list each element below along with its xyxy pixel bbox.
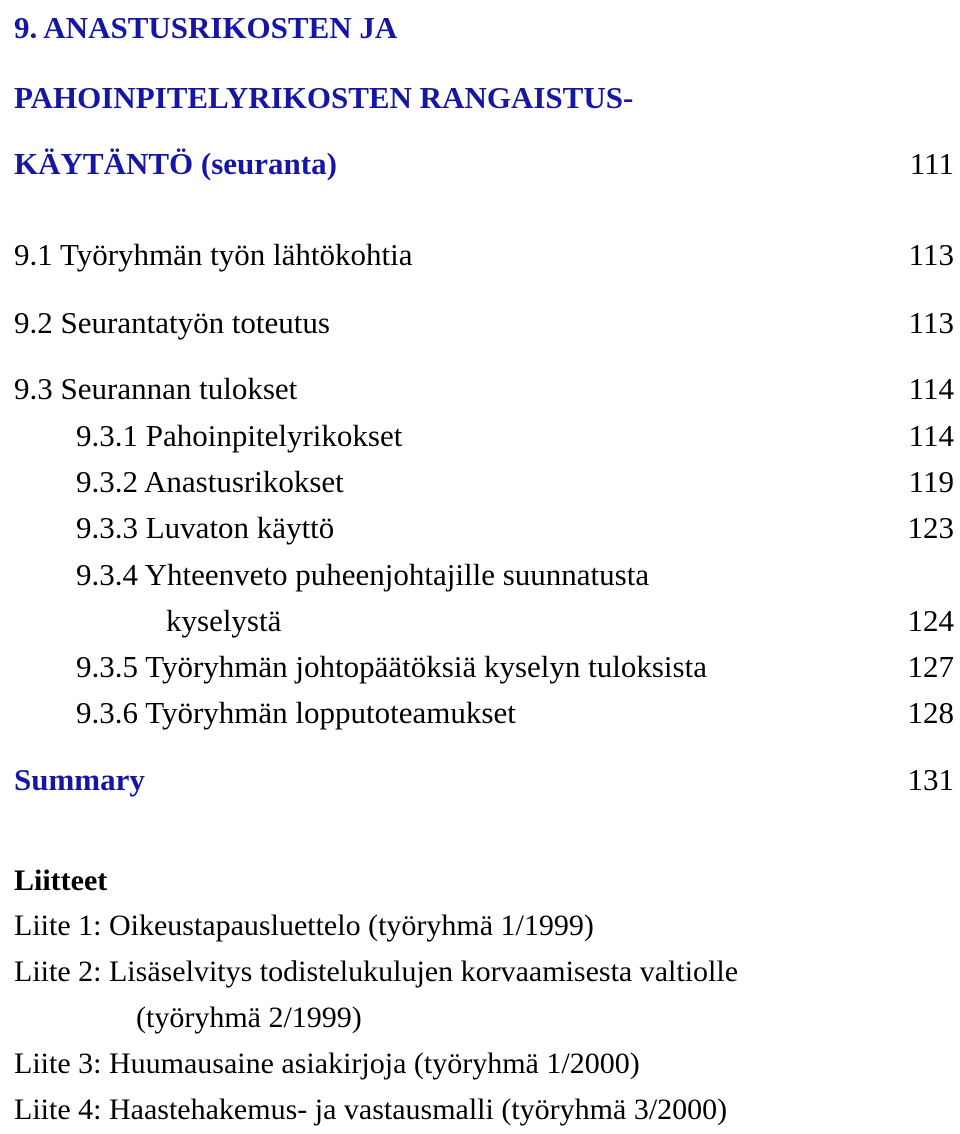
toc-entry-page: 128 (907, 695, 954, 730)
toc-entry-page: 123 (907, 510, 954, 545)
chapter-title-line-1: 9. ANASTUSRIKOSTEN JA (14, 10, 398, 45)
appendix-item[interactable]: Liite 4: Haastehakemus- ja vastausmalli (työryhmä 3/2000) (14, 1093, 728, 1126)
toc-entry-page: 119 (908, 464, 954, 499)
toc-entry-label: 9.3.6 Työryhmän lopputoteamukset (76, 695, 516, 730)
appendix-item[interactable]: Liite 1: Oikeustapausluettelo (työryhmä 1/1999) (14, 909, 594, 942)
toc-entry-label: 9.3.3 Luvaton käyttö (76, 510, 335, 545)
summary-label: Summary (14, 762, 145, 797)
chapter-title-line-2: PAHOINPITELYRIKOSTEN RANGAISTUS- (14, 80, 634, 115)
appendix-item[interactable]: Liite 2: Lisäselvitys todistelukulujen korvaamisesta valtiolle (14, 955, 739, 988)
toc-entry-page: 127 (907, 649, 954, 684)
summary-page: 131 (907, 762, 954, 797)
toc-entry-label: 9.3.4 Yhteenveto puheenjohtajille suunnatusta (76, 557, 650, 592)
toc-entry-page: 124 (907, 603, 954, 638)
toc-entry-label: 9.3.1 Pahoinpitelyrikokset (76, 418, 403, 453)
toc-entry-page: 113 (908, 237, 954, 272)
toc-entry-page: 113 (908, 305, 954, 340)
toc-entry-label: 9.2 Seurantatyön toteutus (14, 305, 330, 340)
toc-entry-label: 9.1 Työryhmän työn lähtökohtia (14, 237, 413, 272)
toc-entry-label: 9.3.2 Anastusrikokset (76, 464, 344, 499)
chapter-title-line-3: KÄYTÄNTÖ (seuranta) (14, 146, 337, 181)
appendix-item[interactable]: Liite 3: Huumausaine asiakirjoja (työryhmä 1/2000) (14, 1047, 640, 1080)
toc-entry-page: 114 (908, 418, 954, 453)
toc-entry-page: 114 (908, 371, 954, 406)
chapter-page-number: 111 (909, 146, 954, 181)
appendix-item-continuation[interactable]: (työryhmä 2/1999) (136, 1001, 362, 1034)
appendices-heading: Liitteet (14, 864, 108, 897)
toc-entry-label: 9.3.5 Työryhmän johtopäätöksiä kyselyn tuloksista (76, 649, 707, 684)
toc-entry-label: 9.3 Seurannan tulokset (14, 371, 298, 406)
toc-entry-label: kyselystä (166, 603, 282, 638)
